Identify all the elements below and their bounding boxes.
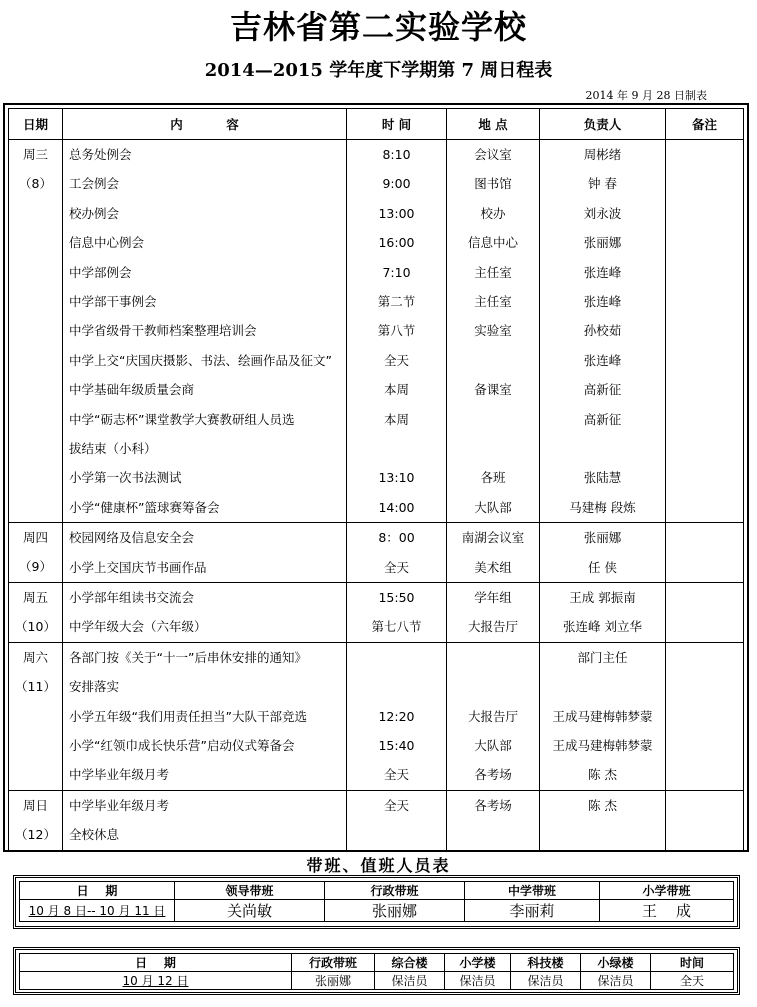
event-place: 大报告厅 bbox=[467, 619, 518, 635]
event-person: 陈 杰 bbox=[588, 797, 617, 813]
duty-2-date: 10 月 12 日 bbox=[20, 972, 292, 990]
header-note: 备注 bbox=[666, 109, 744, 140]
event-content: 中学年级大会（六年级） bbox=[69, 619, 207, 635]
day-block bbox=[9, 642, 744, 790]
duty-1-header-row bbox=[20, 882, 734, 900]
event-person: 马建梅 段炼 bbox=[569, 499, 636, 515]
event-content: 小学“红领巾成长快乐营”启动仪式筹备会 bbox=[69, 737, 295, 753]
event-place: 主任室 bbox=[474, 264, 512, 280]
event-content: 校园网络及信息安全会 bbox=[69, 530, 195, 546]
event-place-column bbox=[447, 790, 540, 850]
day-name: 周四 bbox=[22, 530, 48, 546]
event-time bbox=[347, 820, 446, 849]
duty-1-middle: 李丽莉 bbox=[465, 900, 600, 922]
event-content: 安排落实 bbox=[69, 679, 120, 695]
event-place: 图书馆 bbox=[474, 176, 512, 192]
event-time: 8:10 bbox=[382, 147, 411, 162]
event-person-column bbox=[540, 582, 666, 642]
duty-table-title: 带班、值班人员表 bbox=[306, 856, 451, 875]
event-place: 各考场 bbox=[474, 797, 512, 813]
page-title: 吉林省第二实验学校 bbox=[229, 8, 527, 46]
event-place: 实验室 bbox=[474, 323, 512, 339]
event-time-column bbox=[347, 523, 447, 583]
duty-2-complex: 保洁员 bbox=[375, 972, 445, 990]
page-subtitle: 2014—2015 学年度下学期第 7 周日程表 bbox=[204, 60, 553, 81]
event-time bbox=[347, 643, 446, 672]
event-time: 第七八节 bbox=[371, 619, 422, 635]
event-place: 大队部 bbox=[474, 499, 512, 515]
duty-table-2 bbox=[13, 947, 740, 995]
duty-1-header-admin: 行政带班 bbox=[325, 882, 465, 900]
event-time: 本周 bbox=[383, 411, 409, 427]
schedule-table bbox=[8, 108, 744, 851]
day-block bbox=[9, 140, 744, 523]
header-time: 时 间 bbox=[347, 109, 447, 140]
event-content: 中学“砺志杯”课堂教学大赛教研组人员选 bbox=[69, 411, 295, 427]
event-content: 小学第一次书法测试 bbox=[69, 470, 182, 486]
event-content: 全校休息 bbox=[69, 827, 120, 843]
day-label bbox=[9, 523, 63, 583]
event-person: 张丽娜 bbox=[583, 235, 622, 251]
event-content: 中学省级骨干教师档案整理培训会 bbox=[69, 323, 257, 339]
event-person bbox=[540, 672, 665, 701]
event-place: 大报告厅 bbox=[467, 708, 518, 724]
event-content: 中学部干事例会 bbox=[69, 293, 157, 309]
day-number: （12） bbox=[15, 826, 56, 842]
event-time: 15:50 bbox=[378, 589, 415, 605]
event-place: 会议室 bbox=[474, 147, 512, 162]
event-content: 中学部例会 bbox=[69, 264, 132, 280]
made-on-date: 2014 年 9 月 28 日制表 bbox=[585, 89, 707, 102]
event-time: 13:10 bbox=[378, 470, 415, 486]
event-person: 任 侠 bbox=[588, 559, 617, 575]
note-column bbox=[666, 642, 744, 790]
duty-1-admin: 张丽娜 bbox=[325, 900, 465, 922]
event-person bbox=[540, 820, 665, 849]
duty-2-time: 全天 bbox=[651, 972, 734, 990]
event-time: 全天 bbox=[383, 559, 409, 575]
day-label bbox=[9, 790, 63, 850]
event-person: 陈 杰 bbox=[588, 767, 617, 783]
event-person: 王成马建梅韩梦蒙 bbox=[552, 737, 653, 753]
note-column bbox=[666, 523, 744, 583]
event-place: 大队部 bbox=[474, 737, 512, 753]
duty-1-header-primary: 小学带班 bbox=[600, 882, 734, 900]
event-content: 工会例会 bbox=[69, 176, 120, 192]
event-place: 美术组 bbox=[474, 559, 512, 575]
event-content: 小学五年级“我们用责任担当”大队干部竞选 bbox=[69, 708, 307, 724]
duty-2-header-row bbox=[20, 954, 734, 972]
event-person: 张丽娜 bbox=[583, 530, 622, 546]
event-time: 14:00 bbox=[378, 499, 415, 515]
day-block bbox=[9, 582, 744, 642]
day-number: （11） bbox=[15, 678, 56, 694]
day-block bbox=[9, 790, 744, 850]
event-time: 13:00 bbox=[378, 205, 415, 221]
duty-table-1 bbox=[13, 875, 740, 929]
duty-2-admin: 张丽娜 bbox=[292, 972, 375, 990]
event-content-column bbox=[63, 582, 347, 642]
event-content: 中学基础年级质量会商 bbox=[69, 382, 195, 398]
event-time: 第二节 bbox=[377, 293, 416, 309]
event-content: 中学毕业年级月考 bbox=[69, 767, 170, 783]
event-place: 各班 bbox=[480, 470, 506, 486]
event-content: 中学毕业年级月考 bbox=[69, 797, 170, 813]
event-place: 信息中心 bbox=[467, 235, 518, 251]
duty-2-header-tech-bldg: 科技楼 bbox=[511, 954, 581, 972]
duty-2-tech-bldg: 保洁员 bbox=[511, 972, 581, 990]
event-content: 校办例会 bbox=[69, 205, 120, 221]
note-column bbox=[666, 140, 744, 523]
event-person: 张陆慧 bbox=[583, 470, 622, 486]
event-time: 本周 bbox=[383, 382, 409, 398]
event-person bbox=[540, 434, 665, 463]
schedule-header-row bbox=[9, 109, 744, 140]
event-place-column bbox=[447, 582, 540, 642]
event-person: 部门主任 bbox=[577, 649, 628, 665]
day-label bbox=[9, 642, 63, 790]
duty-1-header-leader: 领导带班 bbox=[175, 882, 325, 900]
duty-2-row bbox=[20, 972, 734, 990]
event-person: 王成 郭振南 bbox=[569, 589, 636, 605]
event-content-column bbox=[63, 140, 347, 523]
event-place bbox=[447, 672, 539, 701]
event-person-column bbox=[540, 140, 666, 523]
duty-1-date: 10 月 8 日-- 10 月 11 日 bbox=[20, 900, 175, 922]
event-person: 周彬绪 bbox=[583, 147, 622, 162]
day-name: 周三 bbox=[22, 147, 48, 162]
day-name: 周日 bbox=[22, 797, 48, 813]
header-content: 内 容 bbox=[63, 109, 347, 140]
day-number: （8） bbox=[19, 176, 52, 191]
duty-1-leader: 关尚敏 bbox=[175, 900, 325, 922]
event-place bbox=[447, 434, 539, 463]
event-person: 张连峰 bbox=[583, 293, 622, 309]
event-person: 张连峰 bbox=[583, 264, 622, 280]
event-place-column bbox=[447, 642, 540, 790]
duty-2-header-admin: 行政带班 bbox=[292, 954, 375, 972]
header-day: 日期 bbox=[9, 109, 63, 140]
duty-2-green-bldg: 保洁员 bbox=[581, 972, 651, 990]
event-place bbox=[447, 820, 539, 849]
event-time: 12:20 bbox=[378, 708, 415, 724]
event-person-column bbox=[540, 642, 666, 790]
duty-1-primary: 王 成 bbox=[600, 900, 734, 922]
event-time: 15:40 bbox=[378, 737, 415, 753]
event-content: 中学上交“庆国庆摄影、书法、绘画作品及征文” bbox=[69, 352, 332, 368]
event-person: 张连峰 bbox=[583, 352, 622, 368]
day-label bbox=[9, 582, 63, 642]
event-content: 小学部年组读书交流会 bbox=[69, 589, 195, 605]
event-time: 全天 bbox=[383, 352, 409, 368]
event-person: 王成马建梅韩梦蒙 bbox=[552, 708, 653, 724]
event-place: 南湖会议室 bbox=[461, 530, 525, 546]
event-place: 备课室 bbox=[474, 382, 512, 398]
event-person: 刘永波 bbox=[583, 205, 622, 221]
event-time-column bbox=[347, 642, 447, 790]
event-time bbox=[347, 434, 446, 463]
event-time: 7:10 bbox=[382, 264, 411, 280]
event-content-column bbox=[63, 523, 347, 583]
header-person: 负责人 bbox=[540, 109, 666, 140]
duty-1-row bbox=[20, 900, 734, 922]
day-name: 周六 bbox=[22, 649, 48, 665]
event-time: 9:00 bbox=[382, 176, 411, 192]
duty-2-primary-bldg: 保洁员 bbox=[445, 972, 511, 990]
event-time: 全天 bbox=[383, 797, 409, 813]
event-place bbox=[447, 346, 539, 375]
event-place: 学年组 bbox=[474, 589, 512, 605]
note-column bbox=[666, 582, 744, 642]
event-time-column bbox=[347, 790, 447, 850]
event-time: 全天 bbox=[383, 767, 409, 783]
event-place-column bbox=[447, 523, 540, 583]
duty-1-header-date: 日 期 bbox=[20, 882, 175, 900]
duty-2-header-primary-bldg: 小学楼 bbox=[445, 954, 511, 972]
event-place: 校办 bbox=[480, 205, 506, 221]
event-person-column bbox=[540, 523, 666, 583]
event-content: 各部门按《关于“十一”后串休安排的通知》 bbox=[69, 649, 307, 665]
event-person: 钟 春 bbox=[588, 176, 617, 192]
day-name: 周五 bbox=[22, 589, 48, 605]
duty-2-header-complex: 综合楼 bbox=[375, 954, 445, 972]
event-time-column bbox=[347, 140, 447, 523]
event-content-column bbox=[63, 642, 347, 790]
note-column bbox=[666, 790, 744, 850]
schedule-frame bbox=[3, 103, 749, 852]
event-person-column bbox=[540, 790, 666, 850]
event-place-column bbox=[447, 140, 540, 523]
event-place: 各考场 bbox=[474, 767, 512, 783]
day-label bbox=[9, 140, 63, 523]
event-time-column bbox=[347, 582, 447, 642]
event-person: 高新征 bbox=[583, 382, 622, 398]
event-content: 信息中心例会 bbox=[69, 235, 145, 251]
event-content: 拔结束（小科） bbox=[69, 440, 157, 456]
day-block bbox=[9, 523, 744, 583]
duty-2-header-date: 日 期 bbox=[20, 954, 292, 972]
duty-2-header-green-bldg: 小绿楼 bbox=[581, 954, 651, 972]
event-time: 8：00 bbox=[378, 530, 415, 546]
event-content: 总务处例会 bbox=[69, 147, 132, 162]
event-person: 张连峰 刘立华 bbox=[563, 619, 642, 635]
day-number: （10） bbox=[15, 618, 56, 634]
event-time: 16:00 bbox=[378, 235, 415, 251]
header-place: 地 点 bbox=[447, 109, 540, 140]
event-time bbox=[347, 672, 446, 701]
event-person: 高新征 bbox=[583, 411, 622, 427]
event-place bbox=[447, 405, 539, 434]
event-time: 第八节 bbox=[377, 323, 416, 339]
event-content: 小学上交国庆节书画作品 bbox=[69, 559, 207, 575]
event-place bbox=[447, 643, 539, 672]
event-place: 主任室 bbox=[474, 293, 512, 309]
event-person: 孙校茹 bbox=[583, 323, 622, 339]
event-content-column bbox=[63, 790, 347, 850]
day-number: （9） bbox=[19, 559, 52, 575]
event-content: 小学“健康杯”篮球赛筹备会 bbox=[69, 499, 220, 515]
duty-1-header-middle: 中学带班 bbox=[465, 882, 600, 900]
duty-2-header-time: 时间 bbox=[651, 954, 734, 972]
